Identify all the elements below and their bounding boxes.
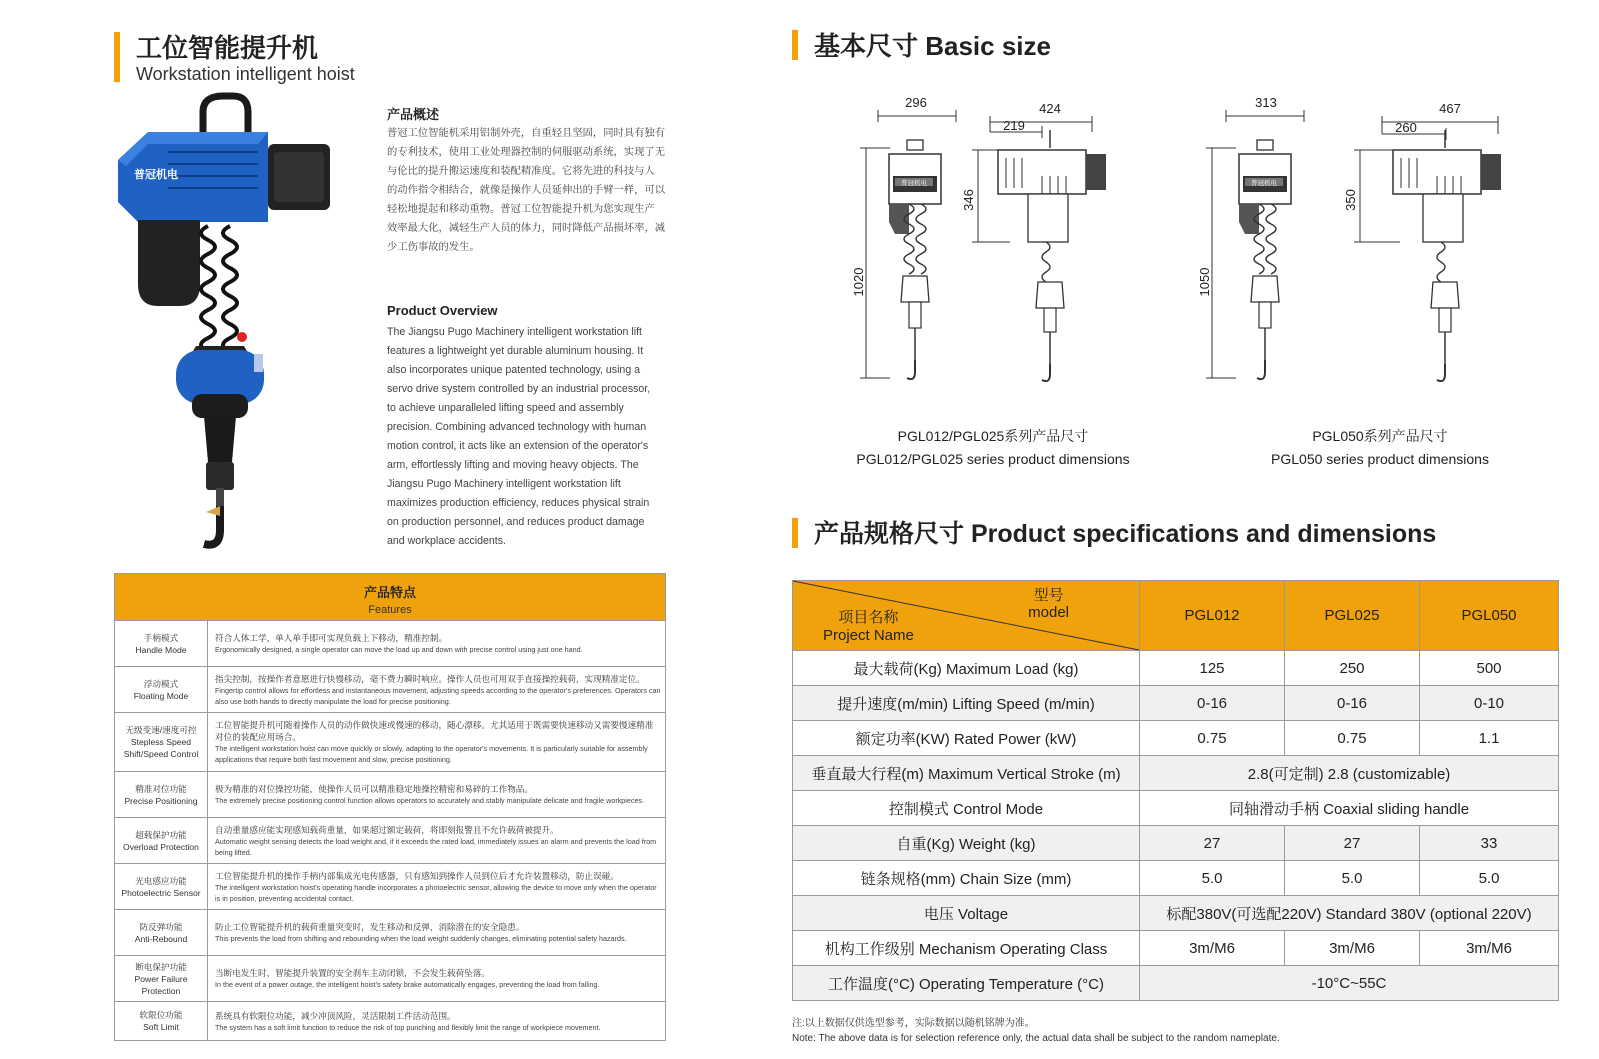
feature-name: [115, 1002, 208, 1040]
specs-accent-bar: [792, 518, 798, 548]
spec-label: 最大载荷(Kg) Maximum Load (kg): [793, 651, 1140, 686]
feature-desc-zh: 指尖控制，按操作者意愿进行快慢移动，毫不费力瞬时响应。操作人员也可用双手直接操控载荷，实现精准定位。: [215, 673, 645, 684]
overview-en-line: motion control, it acts like an extension of the operator's: [387, 440, 649, 452]
dimension-drawings: [851, 92, 1540, 402]
overview-en-line: also incorporates unique patented technology, using a: [387, 364, 641, 376]
spec-value: 0-16: [1140, 686, 1285, 721]
feature-name-zh: 断电保护功能: [135, 961, 187, 972]
spec-value: 0.75: [1140, 721, 1285, 756]
feature-desc-zh: 防止工位智能提升机的载荷重量突变时，发生移动和反弹，消除潜在的安全隐患。: [215, 922, 525, 932]
overview-en-line: Jiangsu Pugo Machinery intelligent workstation lift: [387, 478, 621, 490]
title-accent-bar: [114, 32, 120, 82]
specs-note: [792, 1016, 1492, 1046]
dim-right-body-height: 350: [1343, 189, 1358, 211]
spec-value-merged: -10°C~55C: [1140, 966, 1559, 1001]
feature-name: [115, 621, 208, 666]
feature-name: [115, 956, 208, 1001]
feature-row: [115, 818, 665, 864]
feature-desc-en: Fingertip control allows for effortless and instantaneous movement, adjusting speeds according to the operator's preferences. Operators can also use both hands to directly manipulate the load for precise positioning.: [215, 685, 661, 706]
overview-zh-text: [387, 124, 667, 257]
spec-label: 垂直最大行程(m) Maximum Vertical Stroke (m): [793, 756, 1140, 791]
overview-zh-heading: 产品概述: [387, 107, 440, 122]
overview-en-line: and workplace accidents.: [387, 535, 506, 547]
spec-row: [793, 791, 1559, 826]
specs-table: [792, 580, 1559, 1001]
feature-name-zh: 精准对位功能: [135, 783, 187, 794]
features-table: [114, 573, 666, 1041]
feature-desc: [208, 667, 665, 712]
feature-name-zh: 超载保护功能: [135, 829, 187, 840]
spec-value: 500: [1420, 651, 1559, 686]
feature-name: [115, 864, 208, 909]
dim-left-body-height: 346: [961, 189, 976, 211]
spec-value: 3m/M6: [1420, 931, 1559, 966]
feature-name-zh: 软限位功能: [139, 1010, 183, 1020]
feature-name-en: Handle Mode: [135, 644, 187, 655]
feature-name: [115, 818, 208, 863]
spec-label: 链条规格(mm) Chain Size (mm): [793, 861, 1140, 896]
dim-left-total-height: 1020: [851, 267, 866, 297]
left-drawing-caption-zh: PGL012/PGL025系列产品尺寸: [897, 428, 1089, 444]
feature-desc: [208, 864, 665, 909]
spec-value: 0-10: [1420, 686, 1559, 721]
feature-desc-zh: 工位智能提升机的操作手柄内部集成光电传感器，只有感知到操作人员到位后才允许装置移动，防止误碰。: [215, 870, 619, 881]
overview-en-line: maximizes production efficiency, reduces physical strain: [387, 497, 650, 509]
feature-desc-zh: 系统具有软限位功能，减少冲顶风险，灵活限制工件活动范围。: [215, 1010, 456, 1021]
hoist-brand-label: 普冠机电: [134, 169, 178, 181]
front-view-drawing: [1239, 140, 1291, 379]
spec-value: 33: [1420, 826, 1559, 861]
spec-value-merged: 2.8(可定制) 2.8 (customizable): [1140, 756, 1559, 791]
front-device-label: [1245, 178, 1283, 187]
spec-row: [793, 686, 1559, 721]
feature-name-zh: 无级变速/速度可控: [125, 725, 197, 735]
feature-desc: [208, 713, 665, 771]
feature-name-zh: 浮动模式: [143, 678, 179, 689]
dim-right-side-inner: 260: [1395, 120, 1417, 135]
spec-row: [793, 651, 1559, 686]
overview-zh-line: 轻松地提起和移动重物。普冠工位智能提升机为您实现生产: [387, 204, 655, 215]
feature-name-en: Precise Positioning: [124, 795, 198, 806]
dim-left-side-inner: 219: [1003, 118, 1025, 133]
feature-desc-zh: 工位智能提升机可随着操作人员的动作做快速或慢速的移动，随心漂移。尤其适用于既需要快速移动又需要慢速精准对位的装配应用场合。: [215, 720, 654, 742]
feature-desc: [208, 818, 665, 863]
spec-row: [793, 861, 1559, 896]
dim-right-side-width: 467: [1439, 101, 1461, 116]
header-model-zh: 型号: [1033, 587, 1064, 604]
feature-name-en: Soft Limit: [143, 1022, 179, 1032]
right-drawing-caption-en: PGL050 series product dimensions: [1271, 451, 1489, 467]
spec-value: 0.75: [1285, 721, 1420, 756]
feature-name-en: Floating Mode: [133, 690, 189, 701]
feature-row: [115, 910, 665, 956]
feature-name-zh: 手柄模式: [143, 632, 179, 643]
feature-desc-en: The intelligent workstation hoist can move quickly or slowly, adapting to the operator's movements. It is particularly suitable for assembly applications that require both fast movement and slow, precise positioning.: [215, 744, 648, 764]
overview-en-line: to achieve unparalleled lifting speed and assembly: [387, 402, 624, 414]
feature-name: [115, 910, 208, 955]
spec-row: [793, 931, 1559, 966]
features-heading-zh: 产品特点: [363, 585, 416, 600]
specs-header-row: [793, 581, 1559, 651]
feature-name-zh: 光电感应功能: [135, 875, 187, 886]
spec-value-merged: 同轴滑动手柄 Coaxial sliding handle: [1140, 791, 1559, 826]
feature-desc-en: Ergonomically designed, a single operator can move the load up and down with precise control using just one hand.: [215, 645, 583, 654]
basic-size-title: 基本尺寸 Basic size: [814, 31, 1051, 61]
model-header: PGL012: [1140, 581, 1285, 651]
spec-value: 27: [1285, 826, 1420, 861]
feature-name-zh: 防反弹功能: [139, 921, 183, 932]
spec-value: 27: [1140, 826, 1285, 861]
overview-zh-line: 的专利技术，使用工业处理器控制的伺服驱动系统，实现了无: [387, 147, 666, 158]
feature-desc: [208, 1002, 665, 1040]
model-header: PGL050: [1420, 581, 1559, 651]
dim-left-side-width: 424: [1039, 101, 1061, 116]
feature-name: [115, 772, 208, 817]
header-item-zh: 项目名称: [838, 609, 899, 626]
spec-value: 3m/M6: [1140, 931, 1285, 966]
spec-value: 250: [1285, 651, 1420, 686]
spec-label: 工作温度(°C) Operating Temperature (°C): [793, 966, 1140, 1001]
right-drawing-caption-zh: PGL050系列产品尺寸: [1312, 428, 1448, 444]
svg-text:普冠机电: 普冠机电: [1251, 180, 1277, 187]
specs-note-en: Note: The above data is for selection reference only, the actual data shall be subject to the random nameplate.: [792, 1033, 1280, 1044]
feature-name-en: Anti-Rebound: [134, 933, 188, 944]
spec-row: [793, 826, 1559, 861]
overview-en-line: The Jiangsu Pugo Machinery intelligent workstation lift: [387, 326, 642, 338]
overview-zh-line: 的动作指令相结合，就像是操作人员延伸出的手臂一样，可以: [387, 185, 666, 196]
feature-row: [115, 864, 665, 910]
overview-zh-line: 与伦比的提升搬运速度和装配精准度。它将先进的科技与人: [387, 166, 655, 177]
feature-row: [115, 956, 665, 1002]
feature-name-en: Overload Protection: [123, 841, 199, 852]
hoist-product-image: [108, 92, 368, 562]
header-item-en: Project Name: [823, 627, 914, 644]
feature-row: [115, 772, 665, 818]
specs-header-corner: [793, 581, 1140, 651]
left-drawing-caption-en: PGL012/PGL025 series product dimensions: [856, 451, 1130, 467]
spec-value: 0-16: [1285, 686, 1420, 721]
feature-desc: [208, 956, 665, 1001]
feature-row: [115, 713, 665, 772]
spec-row: [793, 756, 1559, 791]
dim-right-front-width: 313: [1255, 95, 1277, 110]
dim-right-total-height: 1050: [1197, 267, 1212, 297]
feature-desc-en: The intelligent workstation hoist's operating handle incorporates a photoelectric sensor, allowing the device to move only when the operator is in position, preventing accidental contact.: [215, 882, 657, 903]
overview-en-line: features a lightweight yet durable aluminum housing. It: [387, 345, 644, 357]
spec-value: 5.0: [1420, 861, 1559, 896]
feature-desc-en: Automatic weight sensing detects the load weight and, if it exceeds the rated load, immediately issues an alarm and prevents the load from being lifted.: [215, 836, 657, 857]
feature-desc-zh: 自动重量感应能实现感知载荷重量，如果超过额定载荷，将即刻报警且不允许载荷被提升。: [215, 824, 559, 835]
overview-en-line: on production personnel, and reduces product damage: [387, 516, 645, 528]
overview-en-text: [387, 323, 669, 551]
spec-value: 125: [1140, 651, 1285, 686]
spec-label: 机构工作级别 Mechanism Operating Class: [793, 931, 1140, 966]
spec-row: [793, 896, 1559, 931]
feature-name-en: Stepless Speed Shift/Speed Control: [123, 737, 199, 759]
feature-desc-en: In the event of a power outage, the intelligent hoist's safety brake automatically engages, preventing the load from falling.: [215, 980, 600, 989]
overview-zh-line: 普冠工位智能机采用铝制外壳，自重轻且坚固，同时具有独有: [387, 128, 666, 139]
spec-row: [793, 966, 1559, 1001]
model-header: PGL025: [1285, 581, 1420, 651]
feature-desc-zh: 当断电发生时，智能提升装置的安全刹车主动闭锁，不会发生载荷坠落。: [215, 968, 491, 978]
features-table-header: [115, 574, 665, 621]
spec-value: 5.0: [1285, 861, 1420, 896]
feature-desc-zh: 符合人体工学，单人单手即可实现负载上下移动，精准控制。: [215, 633, 448, 643]
feature-row: [115, 621, 665, 667]
side-view-drawing: [1393, 130, 1501, 381]
spec-value-merged: 标配380V(可选配220V) Standard 380V (optional 220V): [1140, 896, 1559, 931]
front-device-label: [895, 178, 933, 187]
overview-en-line: arm, effortlessly lifting and moving heavy objects. The: [387, 459, 639, 471]
spec-label: 控制模式 Control Mode: [793, 791, 1140, 826]
page-title-zh: 工位智能提升机: [136, 33, 319, 63]
overview-zh-line: 少工伤事故的发生。: [387, 242, 480, 253]
feature-desc-zh: 极为精准的对位操控功能，使操作人员可以精准稳定地操控精密和易碎的工作物品。: [215, 784, 533, 794]
feature-name-en: Power Failure Protection: [134, 973, 188, 996]
feature-desc: [208, 772, 665, 817]
spec-value: 3m/M6: [1285, 931, 1420, 966]
overview-en-line: servo drive system controlled by an industrial processor,: [387, 383, 651, 395]
feature-name: [115, 713, 208, 771]
specs-note-zh: 注:以上数据仅供选型参考，实际数据以随机铭牌为准。: [792, 1018, 1035, 1029]
spec-label: 提升速度(m/min) Lifting Speed (m/min): [793, 686, 1140, 721]
spec-value: 5.0: [1140, 861, 1285, 896]
features-heading-en: Features: [368, 604, 412, 616]
spec-value: 1.1: [1420, 721, 1559, 756]
header-model-en: model: [1028, 604, 1069, 621]
feature-desc: [208, 910, 665, 955]
page-title-en: Workstation intelligent hoist: [136, 64, 355, 84]
feature-desc-en: This prevents the load from shifting and rebounding when the load weight suddenly changes, eliminating potential safety hazards.: [215, 934, 627, 943]
spec-label: 自重(Kg) Weight (kg): [793, 826, 1140, 861]
spec-row: [793, 721, 1559, 756]
feature-row: [115, 1002, 665, 1040]
overview-zh-line: 效率最大化，减轻生产人员的体力，同时降低产品损坏率，减: [387, 223, 666, 234]
side-view-drawing: [998, 130, 1106, 381]
overview-en-line: precision. Combining advanced technology with human: [387, 421, 647, 433]
feature-desc: [208, 621, 665, 666]
overview-en-heading: Product Overview: [387, 303, 498, 318]
spec-label: 电压 Voltage: [793, 896, 1140, 931]
front-view-drawing: [889, 140, 941, 379]
specs-title: 产品规格尺寸 Product specifications and dimensions: [814, 520, 1437, 548]
feature-desc-en: The extremely precise positioning control function allows operators to accurately and stably manipulate delicate and fragile workpieces.: [215, 796, 645, 805]
basic-size-accent-bar: [792, 30, 798, 60]
feature-row: [115, 667, 665, 713]
feature-name-en: Photoelectric Sensor: [121, 887, 201, 898]
spec-label: 额定功率(KW) Rated Power (kW): [793, 721, 1140, 756]
feature-name: [115, 667, 208, 712]
feature-desc-en: The system has a soft limit function to reduce the risk of top punching and flexibly limit the range of workpiece movement.: [215, 1022, 601, 1032]
svg-text:普冠机电: 普冠机电: [901, 180, 927, 187]
dim-left-front-width: 296: [905, 95, 927, 110]
